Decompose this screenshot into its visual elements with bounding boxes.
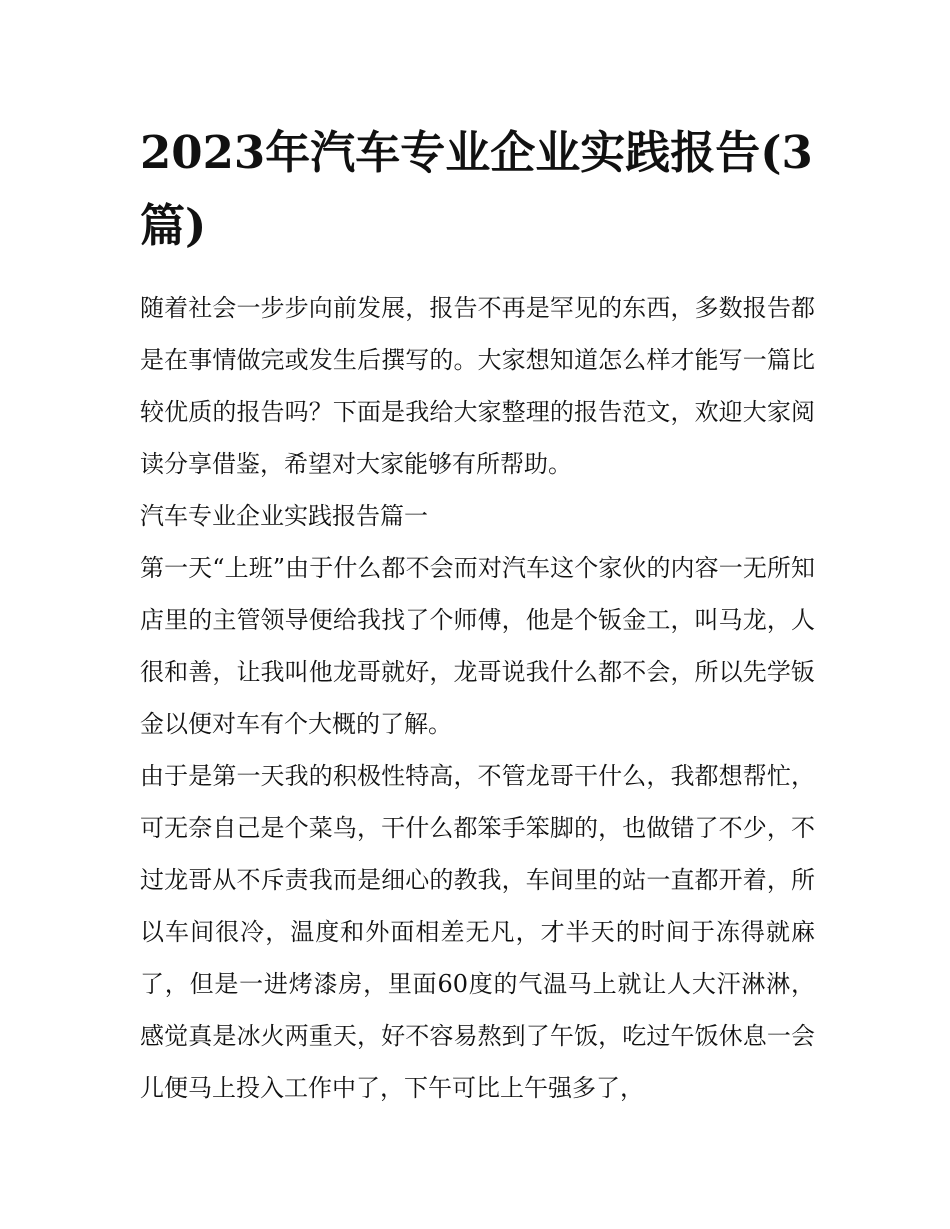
intro-paragraph: 随着社会一步步向前发展，报告不再是罕见的东西，多数报告都是在事情做完或发生后撰写的。大家想知道怎么样才能写一篇比较优质的报告吗？下面是我给大家整理的报告范文，欢迎大家阅读分享借鉴，希望对大家能够有所帮助。 (140, 294, 815, 478)
body-paragraph-2: 由于是第一天我的积极性特高，不管龙哥干什么，我都想帮忙，可无奈自己是个菜鸟，干什么都笨手笨脚的，也做错了不少，不过龙哥从不斥责我而是细心的教我，车间里的站一直都开着，所以车间很冷，温度和外面相差无凡，才半天的时间于冻得就麻了，但是一进烤漆房，里面60度的气温马上就让人大汗淋淋，感觉真是冰火两重天，好不容易熬到了午饭，吃过午饭休息一会儿便马上投入工作中了，下午可比上午强多了， (140, 762, 815, 1102)
body-paragraph-1: 第一天“上班”由于什么都不会而对汽车这个家伙的内容一无所知店里的主管领导便给我找了个师傅，他是个钣金工，叫马龙，人很和善，让我叫他龙哥就好，龙哥说我什么都不会，所以先学钣金以便对车有个大概的了解。 (140, 554, 815, 738)
section-heading: 汽车专业企业实践报告篇一 (140, 502, 428, 530)
document-title: 2023年汽车专业企业实践报告(3篇) (140, 126, 813, 252)
document-body (140, 116, 815, 1114)
